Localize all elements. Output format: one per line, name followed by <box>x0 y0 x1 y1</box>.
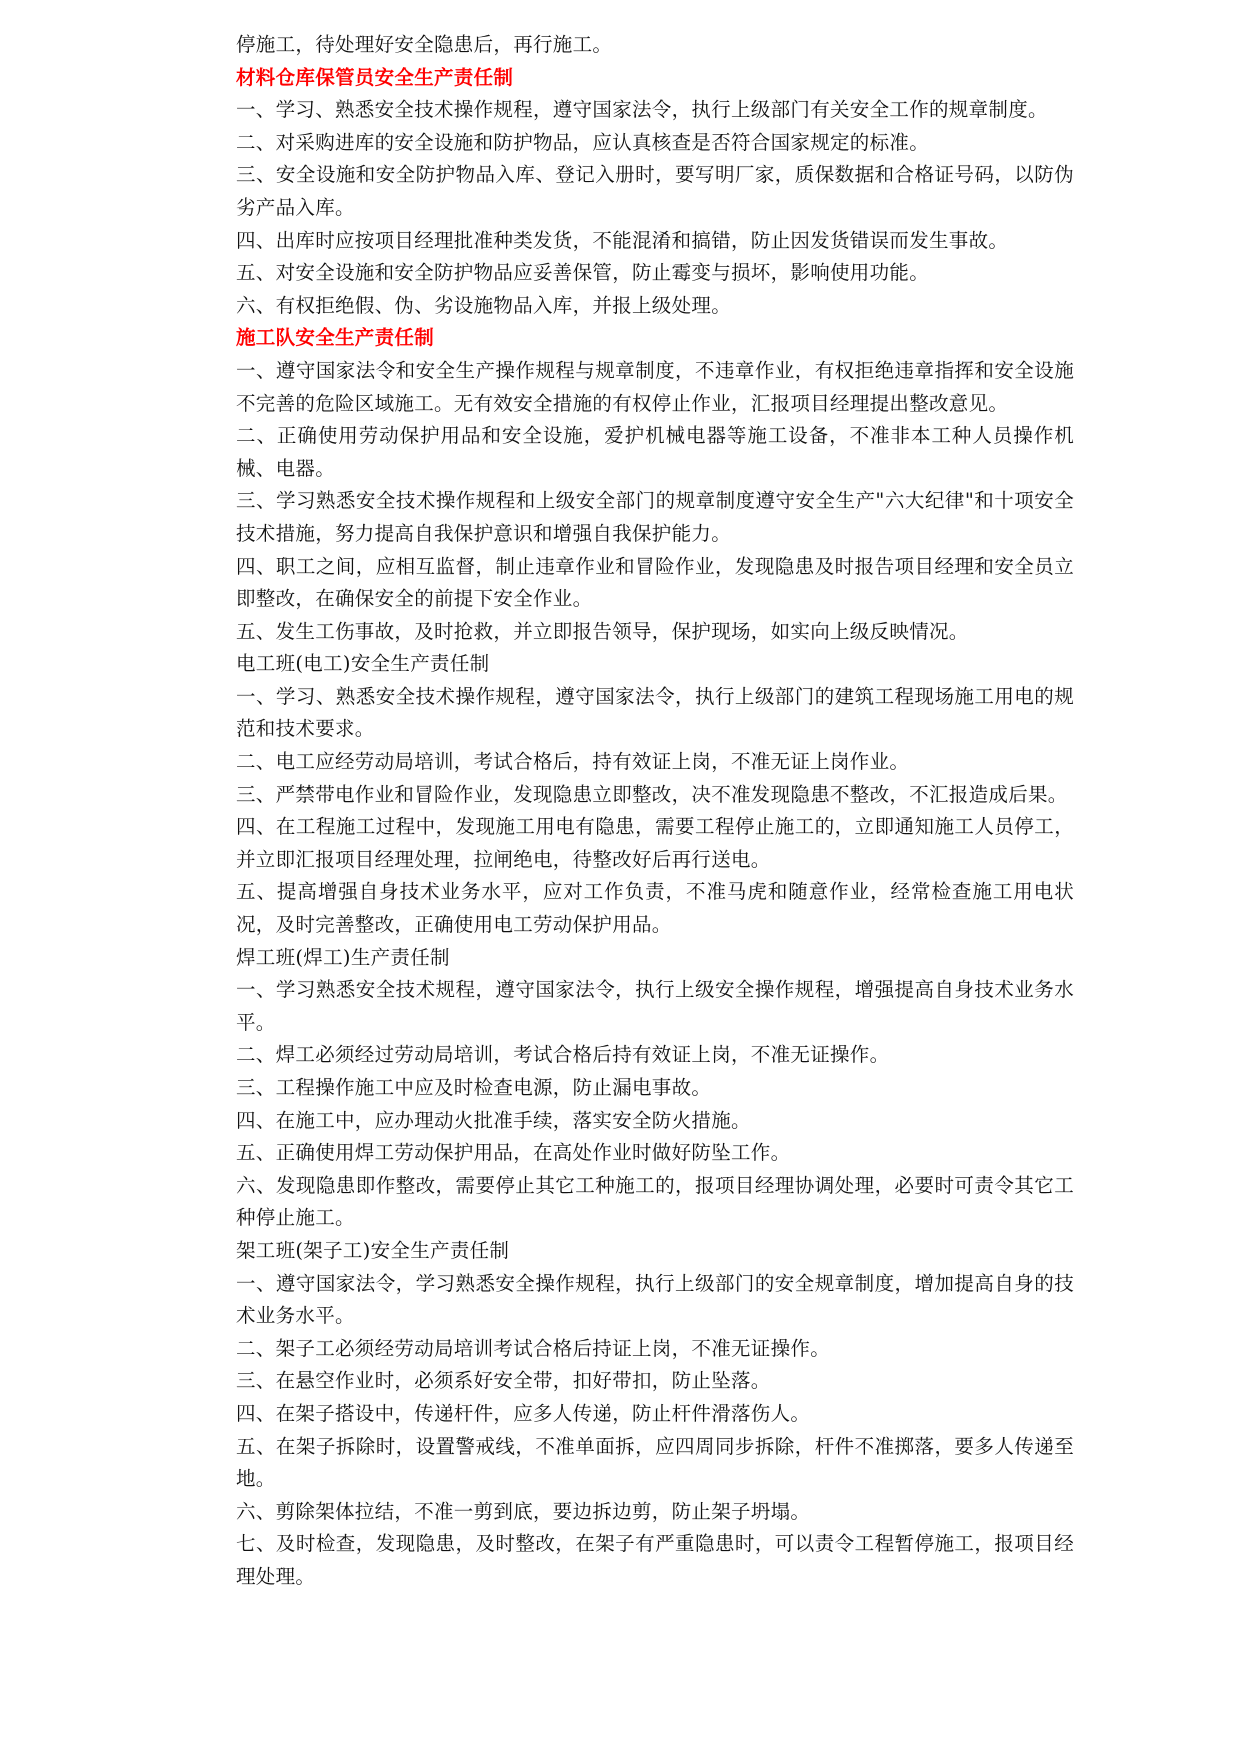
clause: 一、学习、熟悉安全技术操作规程，遵守国家法令，执行上级部门的建筑工程现场施工用电的规范和技术要求。 <box>236 684 1074 741</box>
clause: 六、有权拒绝假、伪、劣设施物品入库，并报上级处理。 <box>236 293 732 317</box>
clause: 五、提高增强自身技术业务水平，应对工作负责，不准马虎和随意作业，经常检查施工用电状况，及时完善整改，正确使用电工劳动保护用品。 <box>236 880 1074 937</box>
clause: 二、正确使用劳动保护用品和安全设施，爱护机械电器等施工设备，不准非本工种人员操作机械、电器。 <box>236 424 1074 480</box>
clause: 四、在架子搭设中，传递杆件，应多人传递，防止杆件滑落伤人。 <box>236 1401 811 1425</box>
clause: 五、在架子拆除时，设置警戒线，不准单面拆，应四周同步拆除，杆件不准掷落，要多人传递至地。 <box>236 1434 1074 1491</box>
clause: 四、在施工中，应办理动火批准手续，落实安全防火措施。 <box>236 1108 751 1132</box>
section-heading-electrician-team: 电工班(电工)安全生产责任制 <box>236 652 490 676</box>
clause: 六、剪除架体拉结，不准一剪到底，要边拆边剪，防止架子坍塌。 <box>236 1499 811 1523</box>
clause: 五、正确使用焊工劳动保护用品，在高处作业时做好防坠工作。 <box>236 1141 791 1165</box>
clause: 三、学习熟悉安全技术操作规程和上级安全部门的规章制度遵守安全生产"六大纪律"和十项安全技术措施，努力提高自我保护意识和增强自我保护能力。 <box>236 489 1074 545</box>
clause: 一、学习、熟悉安全技术操作规程，遵守国家法令，执行上级部门有关安全工作的规章制度。 <box>236 98 1048 122</box>
section-heading-warehouse-keeper: 材料仓库保管员安全生产责任制 <box>236 65 514 89</box>
clause: 二、架子工必须经劳动局培训考试合格后持证上岗，不准无证操作。 <box>236 1336 831 1360</box>
clause: 一、遵守国家法令和安全生产操作规程与规章制度，不违章作业，有权拒绝违章指挥和安全设施不完善的危险区域施工。无有效安全措施的有权停止作业，汇报项目经理提出整改意见。 <box>236 358 1074 415</box>
clause: 五、对安全设施和安全防护物品应妥善保管，防止霉变与损坏，影响使用功能。 <box>236 261 930 285</box>
clause: 二、焊工必须经过劳动局培训，考试合格后持有效证上岗，不准无证操作。 <box>236 1043 890 1067</box>
clause: 五、发生工伤事故，及时抢救，并立即报告领导，保护现场，如实向上级反映情况。 <box>236 619 969 643</box>
clause: 三、工程操作施工中应及时检查电源，防止漏电事故。 <box>236 1076 712 1099</box>
clause: 二、对采购进库的安全设施和防护物品，应认真核查是否符合国家规定的标准。 <box>236 130 930 154</box>
clause: 一、遵守国家法令，学习熟悉安全操作规程，执行上级部门的安全规章制度，增加提高自身的技术业务水平。 <box>236 1271 1074 1328</box>
clause: 四、出库时应按项目经理批准种类发货，不能混淆和搞错，防止因发货错误而发生事故。 <box>236 228 1009 252</box>
section-heading-construction-team: 施工队安全生产责任制 <box>236 326 435 350</box>
intro-paragraph: 停施工，待处理好安全隐患后，再行施工。 <box>236 33 613 56</box>
clause: 三、严禁带电作业和冒险作业，发现隐患立即整改，决不准发现隐患不整改，不汇报造成后果。 <box>236 782 1068 806</box>
clause: 一、学习熟悉安全技术规程，遵守国家法令，执行上级安全操作规程，增强提高自身技术业务水平。 <box>236 978 1074 1034</box>
document-body <box>236 29 1074 1594</box>
section-heading-scaffolder-team: 架工班(架子工)安全生产责任制 <box>236 1238 510 1262</box>
clause: 三、安全设施和安全防护物品入库、登记入册时，要写明厂家，质保数据和合格证号码，以防伪劣产品入库。 <box>236 163 1074 219</box>
section-heading-welder-team: 焊工班(焊工)生产责任制 <box>236 945 450 969</box>
clause: 三、在悬空作业时，必须系好安全带，扣好带扣，防止坠落。 <box>236 1369 771 1393</box>
clause: 二、电工应经劳动局培训，考试合格后，持有效证上岗，不准无证上岗作业。 <box>236 750 910 774</box>
clause: 四、在工程施工过程中，发现施工用电有隐患，需要工程停止施工的，立即通知施工人员停工，并立即汇报项目经理处理，拉闸绝电，待整改好后再行送电。 <box>236 815 1074 871</box>
clause: 四、职工之间，应相互监督，制止违章作业和冒险作业，发现隐患及时报告项目经理和安全员立即整改，在确保安全的前提下安全作业。 <box>236 554 1074 611</box>
clause: 七、及时检查，发现隐患，及时整改，在架子有严重隐患时，可以责令工程暂停施工，报项目经理处理。 <box>236 1532 1074 1588</box>
clause: 六、发现隐患即作整改，需要停止其它工种施工的，报项目经理协调处理，必要时可责令其它工种停止施工。 <box>236 1173 1074 1230</box>
